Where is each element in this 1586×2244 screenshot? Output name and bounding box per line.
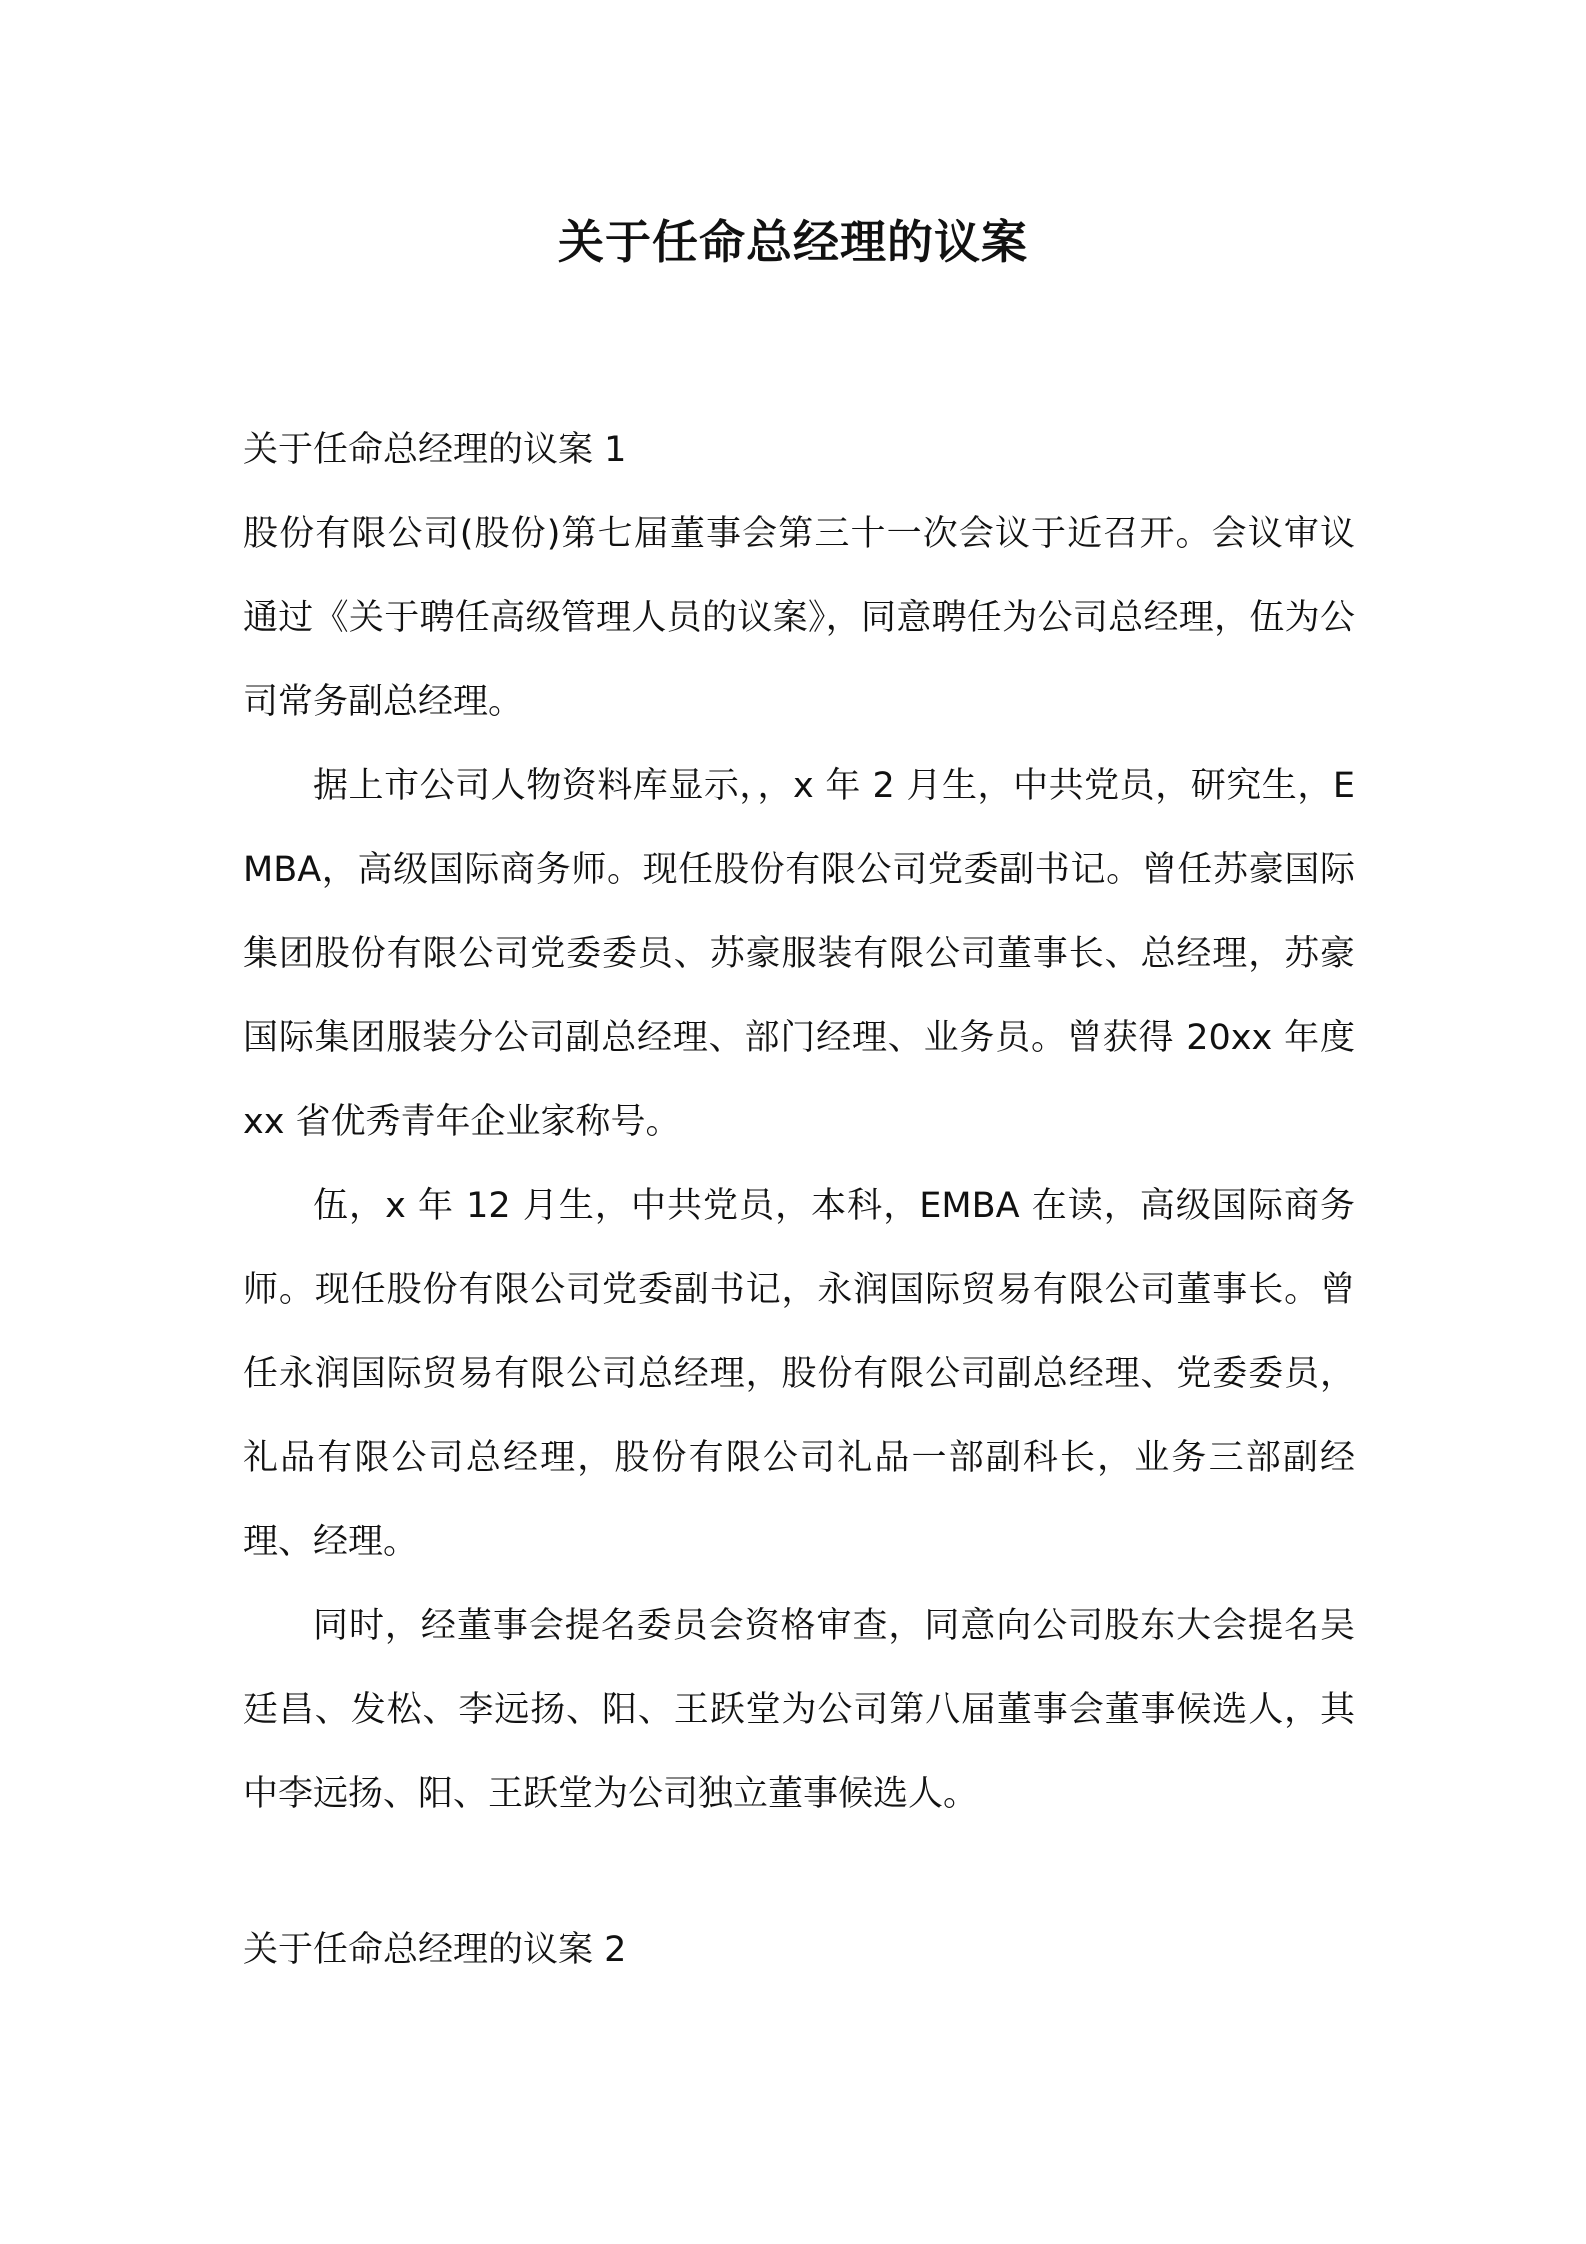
paragraph: 据上市公司人物资料库显示，，x 年 2 月生，中共党员，研究生，EMBA，高级国际商务师。现任股份有限公司党委副书记。曾任苏豪国际集团股份有限公司党委委员、苏豪服装有限公司董事长、总经理，苏豪国际集团服装分公司副总经理、部门经理、业务员。曾获得 20xx 年度 xx 省优秀青年企业家称号。 <box>243 766 1355 1142</box>
section-heading: 关于任命总经理的议案 1 <box>243 430 627 470</box>
paragraph: 股份有限公司(股份)第七届董事会第三十一次会议于近召开。会议审议通过《关于聘任高级管理人员的议案》，同意聘任为公司总经理，伍为公司常务副总经理。 <box>243 514 1355 722</box>
section-heading: 关于任命总经理的议案 2 <box>243 1930 627 1970</box>
section-spacer <box>243 1836 1355 1908</box>
section-2 <box>243 1908 1355 1992</box>
section-1 <box>243 408 1355 1836</box>
paragraph: 伍，x 年 12 月生，中共党员，本科，EMBA 在读，高级国际商务师。现任股份有限公司党委副书记，永润国际贸易有限公司董事长。曾任永润国际贸易有限公司总经理，股份有限公司副总经理、党委委员，礼品有限公司总经理，股份有限公司礼品一部副科长，业务三部副经理、经理。 <box>243 1186 1355 1562</box>
paragraph: 同时，经董事会提名委员会资格审查，同意向公司股东大会提名吴廷昌、发松、李远扬、阳、王跃堂为公司第八届董事会董事候选人，其中李远扬、阳、王跃堂为公司独立董事候选人。 <box>243 1606 1355 1814</box>
document-title: 关于任命总经理的议案 <box>558 215 1028 269</box>
document-body <box>243 408 1355 1992</box>
